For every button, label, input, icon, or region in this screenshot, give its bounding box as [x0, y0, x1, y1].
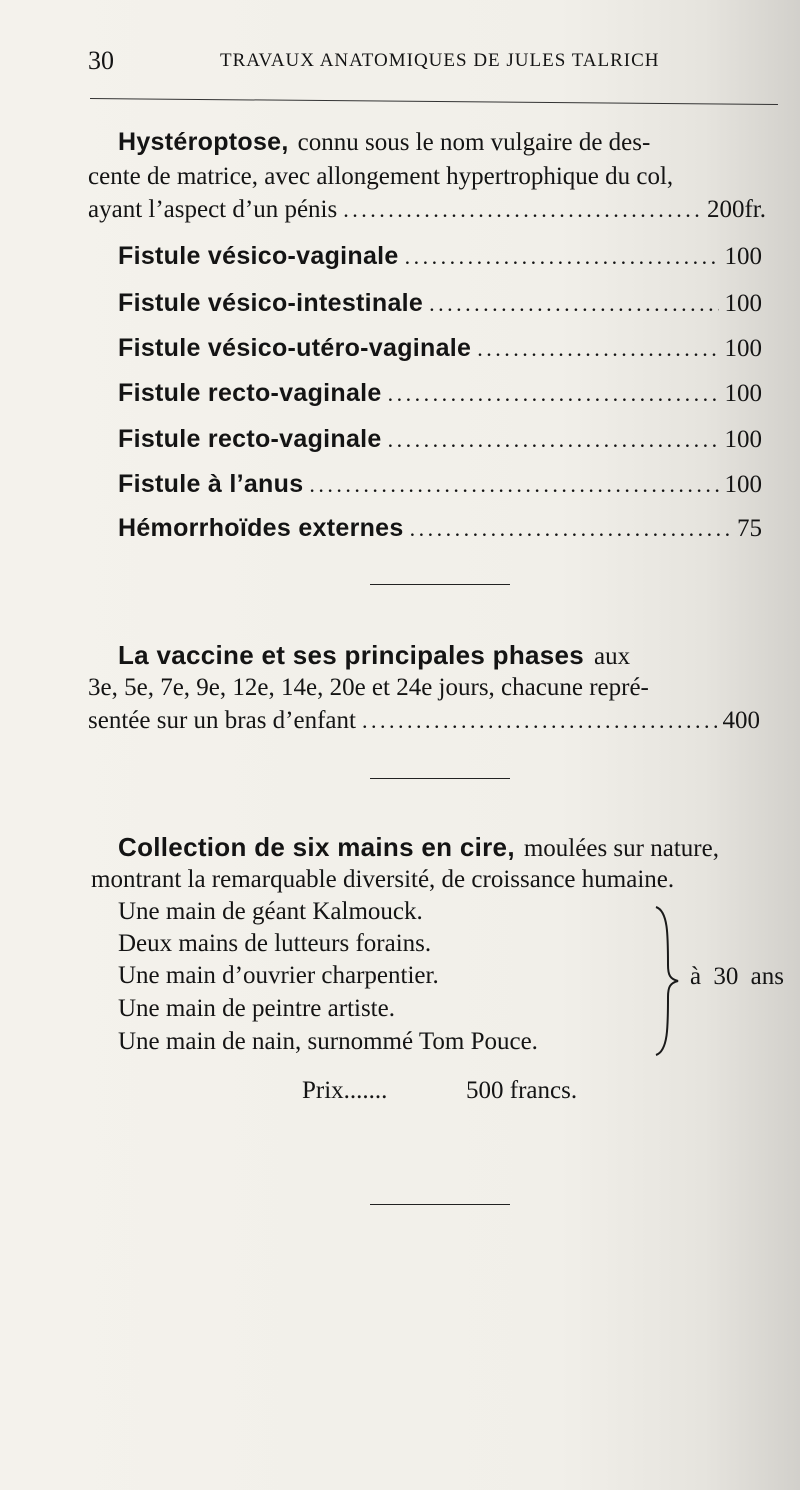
- dot-leader: [388, 427, 719, 453]
- item-price: 75: [737, 515, 762, 542]
- dot-leader: [477, 336, 718, 362]
- item-label: Fistule recto-vaginale: [118, 379, 382, 407]
- list-item: [118, 334, 762, 374]
- page-header: [88, 46, 760, 80]
- hands-line-1: [118, 832, 719, 863]
- item-label: Fistule vésico-vaginale: [118, 242, 399, 270]
- vaccine-text-2: 3e, 5e, 7e, 9e, 12e, 14e, 20e et 24e jours, chacune repré-: [88, 674, 649, 701]
- item-price: 100: [724, 471, 762, 498]
- list-item: [118, 470, 762, 510]
- item-label: Fistule recto-vaginale: [118, 425, 382, 453]
- price-label: Prix.......: [302, 1077, 388, 1104]
- item-label: Fistule à l’anus: [118, 470, 304, 498]
- list-item: [118, 425, 762, 465]
- list-item: [118, 514, 762, 554]
- hands-title: Collection de six mains en cire,: [118, 832, 515, 862]
- vaccine-line-1: [118, 640, 630, 671]
- hands-text-1: moulées sur nature,: [523, 835, 719, 862]
- price-value: 500 francs.: [466, 1077, 578, 1104]
- hysteroptose-title: Hystéroptose,: [118, 128, 289, 156]
- hand-list-item: Une main de géant Kalmouck.: [118, 898, 423, 925]
- hysteroptose-line-1: [118, 128, 650, 157]
- hand-list-item: Une main de nain, surnommé Tom Pouce.: [118, 1028, 538, 1055]
- item-price: 100: [724, 426, 762, 453]
- right-brace-icon: [654, 905, 684, 1057]
- hysteroptose-text-2: cente de matrice, avec allongement hypertrophique du col,: [88, 163, 674, 190]
- section-divider: [370, 584, 510, 585]
- vaccine-title: La vaccine et ses principales phases: [118, 640, 585, 670]
- dot-leader: [410, 516, 731, 542]
- dot-leader: [429, 291, 718, 317]
- hysteroptose-text-1: connu sous le nom vulgaire de des-: [297, 129, 651, 156]
- hysteroptose-text-3: ayant l’aspect d’un pénis: [88, 196, 338, 223]
- section-divider: [370, 1204, 510, 1205]
- section-divider: [370, 778, 510, 779]
- age-note: à 30 ans: [690, 963, 784, 990]
- item-label: Fistule vésico-intestinale: [118, 289, 424, 317]
- hand-list-item: Deux mains de lutteurs forains.: [118, 930, 432, 957]
- vaccine-price: 400: [722, 707, 760, 734]
- hand-list-item: Une main d’ouvrier charpentier.: [118, 962, 439, 989]
- page-number: 30: [88, 46, 114, 75]
- vaccine-text-1: aux: [594, 643, 631, 670]
- list-item: [118, 242, 762, 282]
- hand-list-item: Une main de peintre artiste.: [118, 995, 395, 1022]
- item-price: 100: [724, 290, 762, 317]
- dot-leader: [362, 708, 717, 734]
- item-label: Hémorrhoïdes externes: [118, 514, 404, 542]
- item-label: Fistule vésico-utéro-vaginale: [118, 334, 472, 362]
- hands-text-2: montrant la remarquable diversité, de croissance humaine.: [91, 866, 675, 893]
- dot-leader: [388, 381, 719, 407]
- header-rule: [90, 98, 778, 105]
- dot-leader: [343, 197, 701, 223]
- list-item: [118, 379, 762, 419]
- dot-leader: [309, 472, 718, 498]
- vaccine-text-3: sentée sur un bras d’enfant: [88, 707, 356, 734]
- item-price: 100: [724, 380, 762, 407]
- list-item: [118, 289, 762, 329]
- item-price: 100: [724, 335, 762, 362]
- hysteroptose-line-3: [88, 196, 766, 236]
- hysteroptose-price: 200fr.: [706, 196, 766, 223]
- running-title: TRAVAUX ANATOMIQUES DE JULES TALRICH: [220, 50, 660, 71]
- vaccine-line-3: [88, 707, 760, 747]
- dot-leader: [405, 244, 719, 270]
- item-price: 100: [724, 243, 762, 270]
